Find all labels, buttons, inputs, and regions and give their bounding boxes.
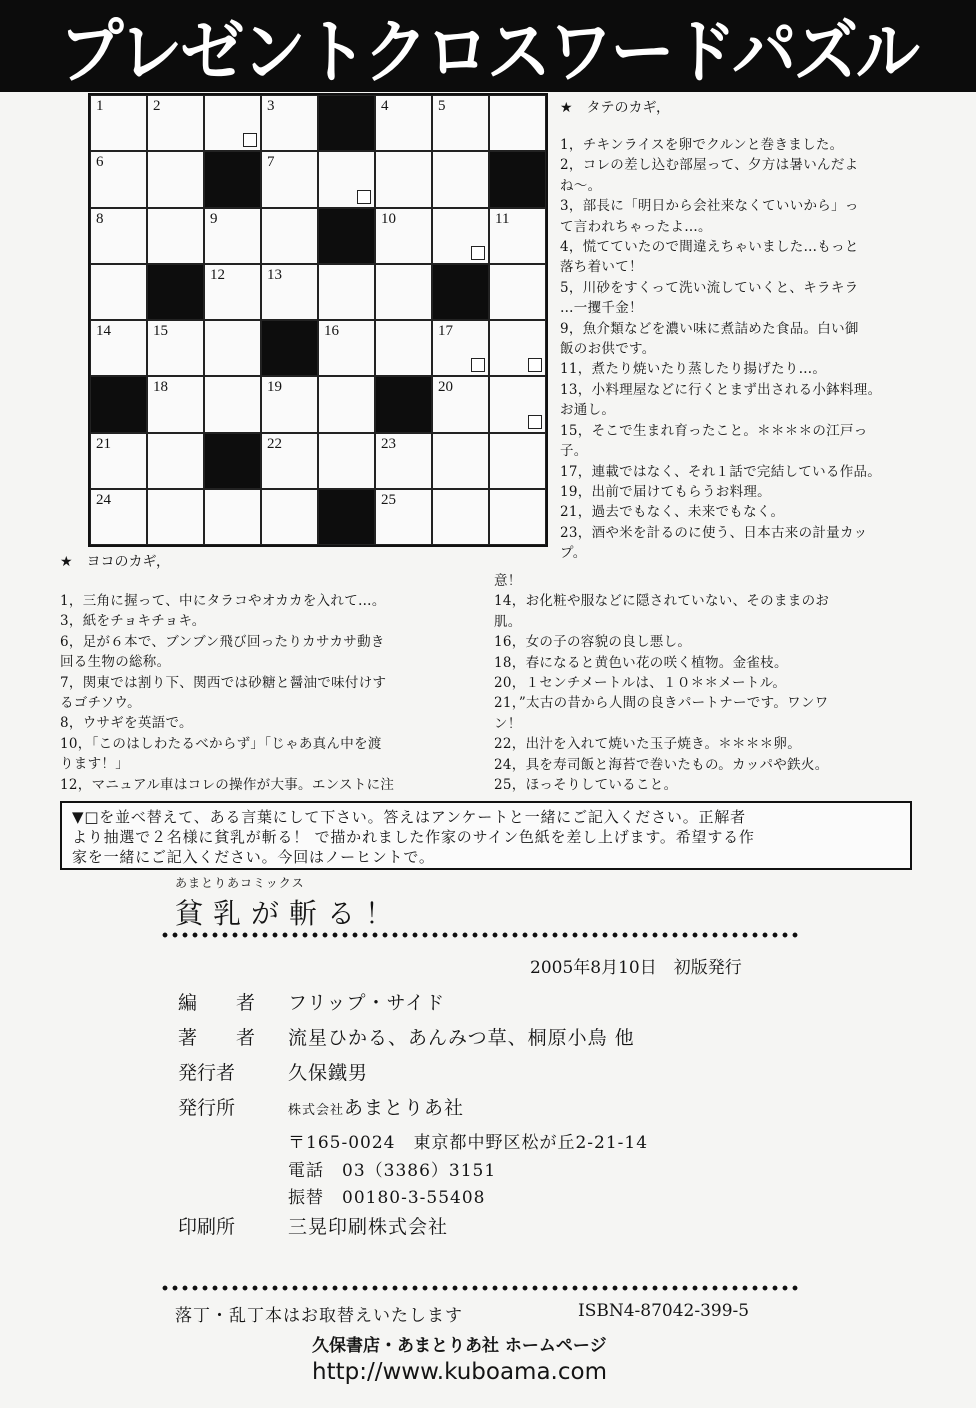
clue-line: て言われちゃったよ…。 (560, 218, 712, 235)
clue-line: 10，「このはしわたるべからず」「じゃあ真ん中を渡 (60, 735, 382, 752)
cell-number: 12 (210, 266, 225, 283)
grid-cell[interactable] (147, 208, 204, 264)
clue-line: 21，”太古の昔から人間の良きパートナーです。ワンワ (494, 695, 829, 712)
clue-line: 15，そこで生まれ育ったこと。＊＊＊＊の江戸っ (560, 422, 868, 439)
grid-cell[interactable] (147, 151, 204, 207)
down-clues-heading: ★ タテのカギ， (560, 100, 670, 116)
clue-line: 20，１センチメートルは、１０＊＊メートル。 (494, 675, 787, 692)
grid-cell[interactable] (375, 489, 432, 545)
answer-square-mark (243, 133, 257, 147)
grid-cell[interactable] (489, 489, 546, 545)
cell-number: 1 (96, 98, 104, 114)
book-title: 貧乳が斬る！ (175, 897, 404, 930)
cell-number: 14 (96, 323, 111, 339)
across-clues-left (60, 591, 394, 795)
grid-cell[interactable] (90, 95, 147, 151)
grid-cell[interactable] (90, 320, 147, 376)
author-value: 流星ひかる、あんみつ草、桐原小鳥 他 (288, 1027, 635, 1049)
homepage-label: 久保書店・あまとりあ社 ホームページ (312, 1336, 607, 1356)
series-name: あまとりあコミックス (175, 876, 305, 890)
cell-number: 20 (438, 379, 453, 396)
clue-line: ン！ (494, 715, 522, 732)
grid-cell[interactable] (147, 320, 204, 376)
grid-cell[interactable] (432, 489, 489, 545)
answer-square-mark (528, 358, 542, 372)
page-title: プレゼントクロスワードパズル (59, 10, 917, 92)
publisher-person-label: 発行者 (178, 1062, 236, 1084)
dotted-divider (160, 1285, 800, 1291)
grid-cell[interactable] (375, 151, 432, 207)
grid-cell-black (90, 376, 147, 432)
clue-line: 6，足が６本で、ブンブン飛び回ったりカサカサ動き (60, 633, 385, 650)
printer-value: 三晃印刷株式会社 (288, 1216, 449, 1238)
grid-cell[interactable] (318, 151, 375, 207)
transfer-line: 振替 00180-3-55408 (288, 1188, 486, 1208)
clue-line: 回る生物の総称。 (60, 654, 171, 671)
grid-cell[interactable] (204, 489, 261, 545)
grid-cell[interactable] (318, 264, 375, 320)
title-banner (0, 0, 976, 92)
grid-cell-black (147, 264, 204, 320)
clue-line: 25，ほっそりしていること。 (494, 777, 678, 794)
grid-cell[interactable] (318, 433, 375, 489)
cell-number: 10 (381, 210, 396, 227)
notice-line: ▼□を並べ替えて、ある言葉にして下さい。答えはアンケートと一緒にご記入ください。正解者 (72, 808, 746, 826)
cell-number: 18 (153, 379, 168, 396)
address-line: 〒165-0024 東京都中野区松が丘2-21-14 (288, 1133, 649, 1153)
clue-line: 3，部長に「明日から会社来なくていいから」っ (560, 198, 859, 215)
grid-cell[interactable] (432, 433, 489, 489)
clue-line: 13，小料理屋などに行くとまず出される小鉢料理。 (560, 381, 882, 398)
clue-line: 1，チキンライスを卵でクルンと巻きました。 (560, 137, 844, 153)
down-clues-list (560, 135, 881, 564)
cell-number: 13 (267, 266, 282, 283)
clue-line: 8，ウサギを英語で。 (60, 715, 193, 732)
grid-cell[interactable] (261, 151, 318, 207)
clue-line: 4，慌てていたので間違えちゃいました…もっと (560, 239, 859, 256)
grid-cell[interactable] (375, 320, 432, 376)
cell-number: 6 (96, 154, 104, 171)
clue-line: ね〜。 (560, 177, 602, 194)
cell-number: 17 (438, 323, 453, 339)
editor-value: フリップ・サイド (288, 992, 446, 1014)
grid-cell-black (318, 489, 375, 545)
clue-line: 飯のお供です。 (560, 341, 656, 358)
cell-number: 3 (267, 98, 275, 114)
grid-cell[interactable] (432, 208, 489, 264)
publish-date: 2005年8月10日 初版発行 (530, 958, 742, 978)
grid-cell[interactable] (90, 208, 147, 264)
clue-line: 17，連載ではなく、それ１話で完結している作品。 (560, 463, 882, 480)
grid-cell[interactable] (375, 264, 432, 320)
grid-cell[interactable] (261, 489, 318, 545)
grid-cell-black (375, 376, 432, 432)
grid-cell[interactable] (90, 489, 147, 545)
clue-line: 7，関東では割り下、関西では砂糖と醤油で味付けす (60, 674, 387, 691)
clue-line: 5，川砂をすくって洗い流していくと、キラキラ (560, 279, 859, 296)
cell-number: 5 (438, 98, 446, 114)
grid-cell[interactable] (489, 320, 546, 376)
answer-square-mark (357, 190, 371, 204)
clue-line: 21，過去でもなく、未来でもなく。 (560, 504, 785, 521)
clue-line: 3，紙をチョキチョキ。 (60, 613, 206, 630)
clue-line: 子。 (560, 443, 588, 460)
cell-number: 23 (381, 435, 396, 452)
phone-line: 電話 03（3386）3151 (288, 1161, 497, 1181)
publisher-person-value: 久保鐵男 (288, 1062, 369, 1084)
publisher-value-prefix: 株式会社 (288, 1103, 345, 1118)
grid-cell-black (489, 151, 546, 207)
grid-cell[interactable] (204, 264, 261, 320)
grid-cell[interactable] (204, 208, 261, 264)
notice-line: より抽選で２名様に貧乳が斬る！ で描かれました作家のサイン色紙を差し上げます。希望する作 (72, 828, 755, 846)
publisher-value (288, 1093, 464, 1120)
across-clues-heading: ★ ヨコのカギ， (60, 554, 170, 570)
notice-line: 家を一緒にご記入ください。今回はノーヒントで。 (72, 848, 435, 866)
cell-number: 4 (381, 98, 389, 114)
grid-cell[interactable] (489, 208, 546, 264)
grid-cell[interactable] (261, 433, 318, 489)
answer-square-mark (528, 415, 542, 429)
grid-cell[interactable] (432, 95, 489, 151)
clue-line: 14，お化粧や服などに隠されていない、そのままのお (494, 593, 830, 610)
cell-number: 24 (96, 491, 111, 508)
grid-cell[interactable] (432, 320, 489, 376)
answer-square-mark (471, 246, 485, 260)
grid-cell[interactable] (147, 433, 204, 489)
clue-line: お通し。 (560, 402, 616, 419)
clue-line: 2，コレの差し込む部屋って、夕方は暑いんだよ (560, 157, 859, 174)
cell-number: 19 (267, 379, 282, 396)
grid-cell-black (204, 151, 261, 207)
grid-cell[interactable] (318, 376, 375, 432)
cell-number: 9 (210, 210, 218, 227)
grid-cell[interactable] (489, 95, 546, 151)
clue-line: 落ち着いて！ (560, 259, 643, 276)
grid-cell[interactable] (147, 95, 204, 151)
grid-cell[interactable] (204, 376, 261, 432)
grid-cell[interactable] (90, 264, 147, 320)
author-label: 著 者 (178, 1027, 266, 1049)
grid-cell-black (261, 320, 318, 376)
cell-number: 22 (267, 435, 282, 452)
grid-cell[interactable] (261, 95, 318, 151)
grid-cell[interactable] (489, 433, 546, 489)
clue-line: 18，春になると黄色い花の咲く植物。金雀枝。 (494, 654, 788, 671)
publisher-value-name: あまとりあ社 (344, 1097, 465, 1119)
cell-number: 16 (324, 323, 339, 339)
grid-cell[interactable] (489, 376, 546, 432)
grid-cell[interactable] (489, 264, 546, 320)
grid-cell[interactable] (432, 376, 489, 432)
dotted-divider (160, 932, 800, 938)
grid-cell[interactable] (147, 376, 204, 432)
cell-number: 21 (96, 435, 111, 452)
clue-line: 19，出前で届けてもらうお料理。 (560, 483, 771, 500)
cell-number: 15 (153, 323, 168, 339)
grid-cell[interactable] (261, 376, 318, 432)
answer-square-mark (471, 358, 485, 372)
grid-cell[interactable] (204, 320, 261, 376)
cell-number: 8 (96, 210, 104, 227)
grid-cell[interactable] (147, 489, 204, 545)
clue-line: 9，魚介類などを濃い味に煮詰めた食品。白い御 (560, 320, 859, 337)
clue-line: 24，具を寿司飯と海苔で巻いたもの。カッパや鉄火。 (494, 756, 829, 773)
grid-cell[interactable] (261, 208, 318, 264)
publisher-label: 発行所 (178, 1097, 236, 1119)
isbn: ISBN4-87042-399-5 (578, 1301, 750, 1321)
clue-line: ります！」 (60, 756, 129, 773)
grid-cell[interactable] (204, 95, 261, 151)
grid-cell[interactable] (375, 95, 432, 151)
answer-notice-box (60, 801, 912, 870)
cell-number: 11 (495, 210, 510, 227)
cell-number: 25 (381, 491, 396, 508)
clue-line: 意！ (494, 573, 522, 589)
grid-cell-black (318, 95, 375, 151)
grid-cell-black (204, 433, 261, 489)
clue-line: …一攫千金！ (560, 300, 643, 317)
across-clues-right (494, 571, 829, 795)
clue-line: るゴチソウ。 (60, 695, 141, 712)
clue-line: 1，三角に握って、中にタラコやオカカを入れて…。 (60, 593, 386, 609)
crossword-grid (88, 93, 548, 547)
cell-number: 7 (267, 154, 275, 171)
grid-cell[interactable] (261, 264, 318, 320)
cell-number: 2 (153, 98, 161, 114)
clue-line: プ。 (560, 545, 587, 562)
clue-line: 23，酒や米を計るのに使う、日本古来の計量カッ (560, 524, 868, 541)
grid-cell[interactable] (375, 208, 432, 264)
clue-line: 11，煮たり焼いたり蒸したり揚げたり…。 (560, 361, 827, 378)
grid-cell[interactable] (318, 320, 375, 376)
grid-cell-black (318, 208, 375, 264)
grid-cell[interactable] (90, 151, 147, 207)
clue-line: 12，マニュアル車はコレの操作が大事。エンストに注 (60, 776, 395, 793)
clue-line: 肌。 (494, 613, 522, 630)
grid-cell[interactable] (432, 151, 489, 207)
printer-label: 印刷所 (178, 1216, 236, 1238)
clue-line: 22，出汁を入れて焼いた玉子焼き。＊＊＊＊卵。 (494, 736, 802, 753)
replacement-notice: 落丁・乱丁本はお取替えいたします (175, 1306, 463, 1326)
grid-cell[interactable] (375, 433, 432, 489)
grid-cell[interactable] (90, 433, 147, 489)
editor-label: 編 者 (178, 992, 266, 1014)
homepage-url: http://www.kuboama.com (312, 1359, 607, 1385)
grid-cell-black (432, 264, 489, 320)
clue-line: 16，女の子の容貌の良し悪し。 (494, 634, 692, 651)
